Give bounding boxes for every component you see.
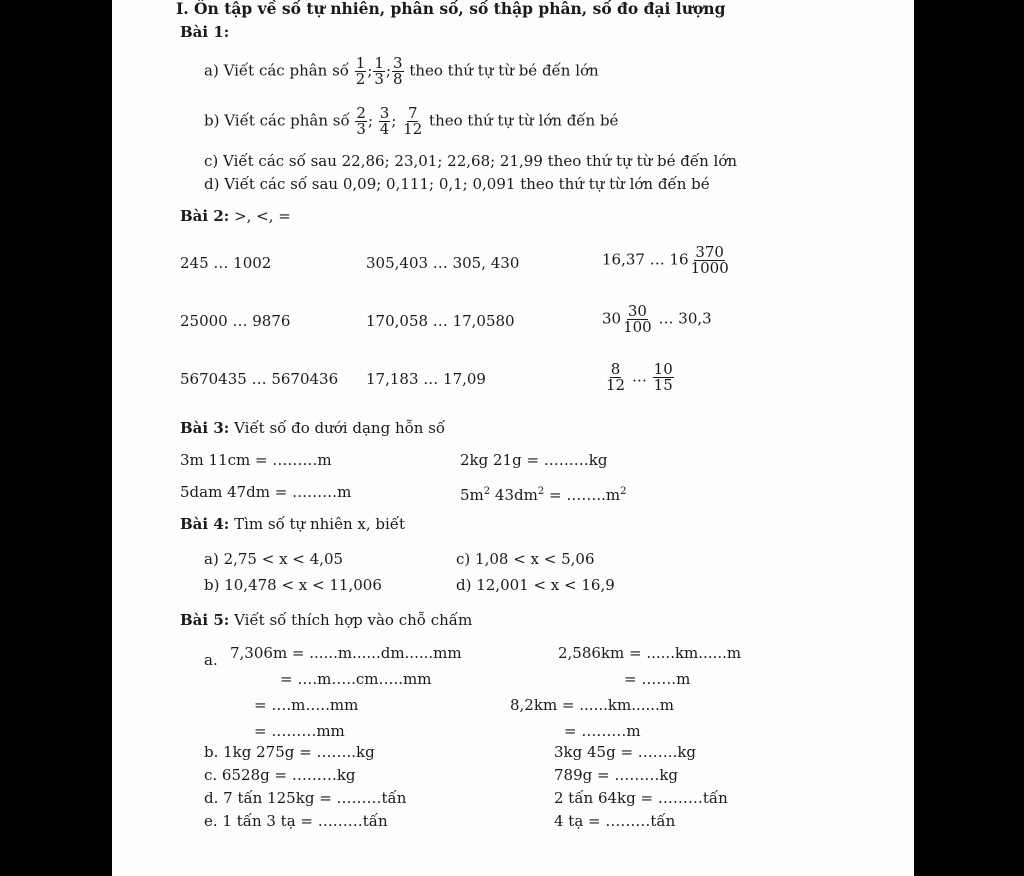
bai3-subtitle: Viết số đo dưới dạng hỗn số xyxy=(234,419,446,437)
bai1-item-c: c) Viết các số sau 22,86; 23,01; 22,68; 21,99 theo thứ tự từ bé đến lớn xyxy=(204,152,738,170)
bai3-heading: Bài 3: xyxy=(180,419,230,437)
bai5-b: b. 1kg 275g = ……..kg xyxy=(204,743,375,761)
bai2-r3c1: 5670435 … 5670436 xyxy=(180,370,339,388)
fraction: $\frac{8}{12}$ xyxy=(606,360,626,394)
bai5-ar4: = ………m xyxy=(564,722,641,740)
bai5-a1: 7,306m = ......m......dm......mm xyxy=(230,644,462,662)
bai2-r1c2: 305,403 … 305, 430 xyxy=(366,254,520,272)
bai2-heading: Bài 2: xyxy=(180,207,230,225)
fraction: $\frac{10}{15}$ xyxy=(653,360,673,394)
bai5-subtitle: Viết số thích hợp vào chỗ chấm xyxy=(234,611,473,629)
bai1-b-text: b) Viết các phân số xyxy=(204,111,350,130)
bai2-r2c2: 170,058 … 17,0580 xyxy=(366,312,515,330)
bai5-dr: 2 tấn 64kg = ………tấn xyxy=(554,789,728,807)
bai1-b-instruction: theo thứ tự từ lớn đến bé xyxy=(429,111,619,130)
bai5-br: 3kg 45g = ……..kg xyxy=(554,743,697,761)
fraction: $\frac{370}{1000}$ xyxy=(690,243,729,277)
bai4-heading-line xyxy=(180,515,405,533)
bai1-item-a: a) Viết các phân số $\frac{1}{2}$ ; $\frac{1}{3}$ ; $\frac{3}{8}$ theo thứ tự từ bé đến lớn xyxy=(204,54,599,88)
bai5-er: 4 tạ = ………tấn xyxy=(554,812,676,830)
bai4-b: b) 10,478 < x < 11,006 xyxy=(204,576,382,594)
bai1-heading: Bài 1: xyxy=(180,23,230,41)
bai3-r2: $5m^2$ $43dm^2$ = $\dots\dots..m^2$ xyxy=(460,486,627,504)
bai5-a3: = ….m…..mm xyxy=(254,696,359,714)
worksheet-page xyxy=(112,0,914,876)
bai2-r2c1: 25000 … 9876 xyxy=(180,312,291,330)
bai3-r1: 2kg 21g = ………kg xyxy=(460,451,608,469)
bai5-a4: = ………mm xyxy=(254,722,345,740)
fraction: $\frac{30}{100}$ xyxy=(623,302,652,336)
bai5-d: d. 7 tấn 125kg = ………tấn xyxy=(204,789,407,807)
bai5-a2: = ….m…..cm…..mm xyxy=(280,670,432,688)
bai5-c: c. 6528g = ………kg xyxy=(204,766,356,784)
bai2-r3c3: $\frac{8}{12}$ … $\frac{10}{15}$ xyxy=(606,360,673,394)
fraction: $\frac{1}{3}$ xyxy=(374,54,384,88)
bai2-r2c3: 30 $\frac{30}{100}$ … 30,3 xyxy=(602,302,712,336)
bai1-a-text: a) Viết các phân số xyxy=(204,61,349,80)
fraction: $\frac{2}{3}$ xyxy=(356,104,366,138)
bai4-a: a) 2,75 < x < 4,05 xyxy=(204,550,344,568)
bai5-cr: 789g = ………kg xyxy=(554,766,679,784)
bai5-e: e. 1 tấn 3 tạ = ………tấn xyxy=(204,812,388,830)
bai4-d: d) 12,001 < x < 16,9 xyxy=(456,576,615,594)
bai1-a-instruction: theo thứ tự từ bé đến lớn xyxy=(409,61,599,80)
bai4-heading: Bài 4: xyxy=(180,515,230,533)
fraction: $\frac{3}{8}$ xyxy=(392,54,403,88)
bai2-r1c1: 245 … 1002 xyxy=(180,254,272,272)
bai3-l2: 5dam 47dm = ………m xyxy=(180,483,352,501)
bai5-heading-line xyxy=(180,611,472,629)
bai5-ar3: 8,2km = ......km......m xyxy=(510,696,675,714)
fraction: $\frac{1}{2}$ xyxy=(355,54,366,88)
bai1-item-b: b) Viết các phân số $\frac{2}{3}$ ; $\frac{3}{4}$ ; $\frac{7}{12}$ theo thứ tự từ lớn đến bé xyxy=(204,104,619,138)
bai4-c: c) 1,08 < x < 5,06 xyxy=(456,550,595,568)
fraction: $\frac{3}{4}$ xyxy=(379,104,390,138)
bai5-a-label: a. xyxy=(204,651,218,669)
bai3-heading-line xyxy=(180,419,445,437)
bai5-ar1: 2,586km = ......km......m xyxy=(558,644,742,662)
bai2-subtitle: >, <, = xyxy=(234,207,291,225)
bai5-ar2: = …….m xyxy=(624,670,691,688)
bai1-item-d: d) Viết các số sau 0,09; 0,111; 0,1; 0,091 theo thứ tự từ lớn đến bé xyxy=(204,175,710,193)
bai2-heading-line xyxy=(180,207,291,225)
page-title: I. Ôn tập về số tự nhiên, phân số, số thập phân, số đo đại lượng xyxy=(176,0,726,18)
bai2-r1c3: 16,37 … 16 $\frac{370}{1000}$ xyxy=(602,243,729,277)
fraction: $\frac{7}{12}$ xyxy=(403,104,423,138)
bai3-l1: 3m 11cm = ………m xyxy=(180,451,332,469)
bai5-heading: Bài 5: xyxy=(180,611,230,629)
bai2-r3c2: 17,183 … 17,09 xyxy=(366,370,486,388)
bai4-subtitle: Tìm số tự nhiên x, biết xyxy=(234,515,406,533)
